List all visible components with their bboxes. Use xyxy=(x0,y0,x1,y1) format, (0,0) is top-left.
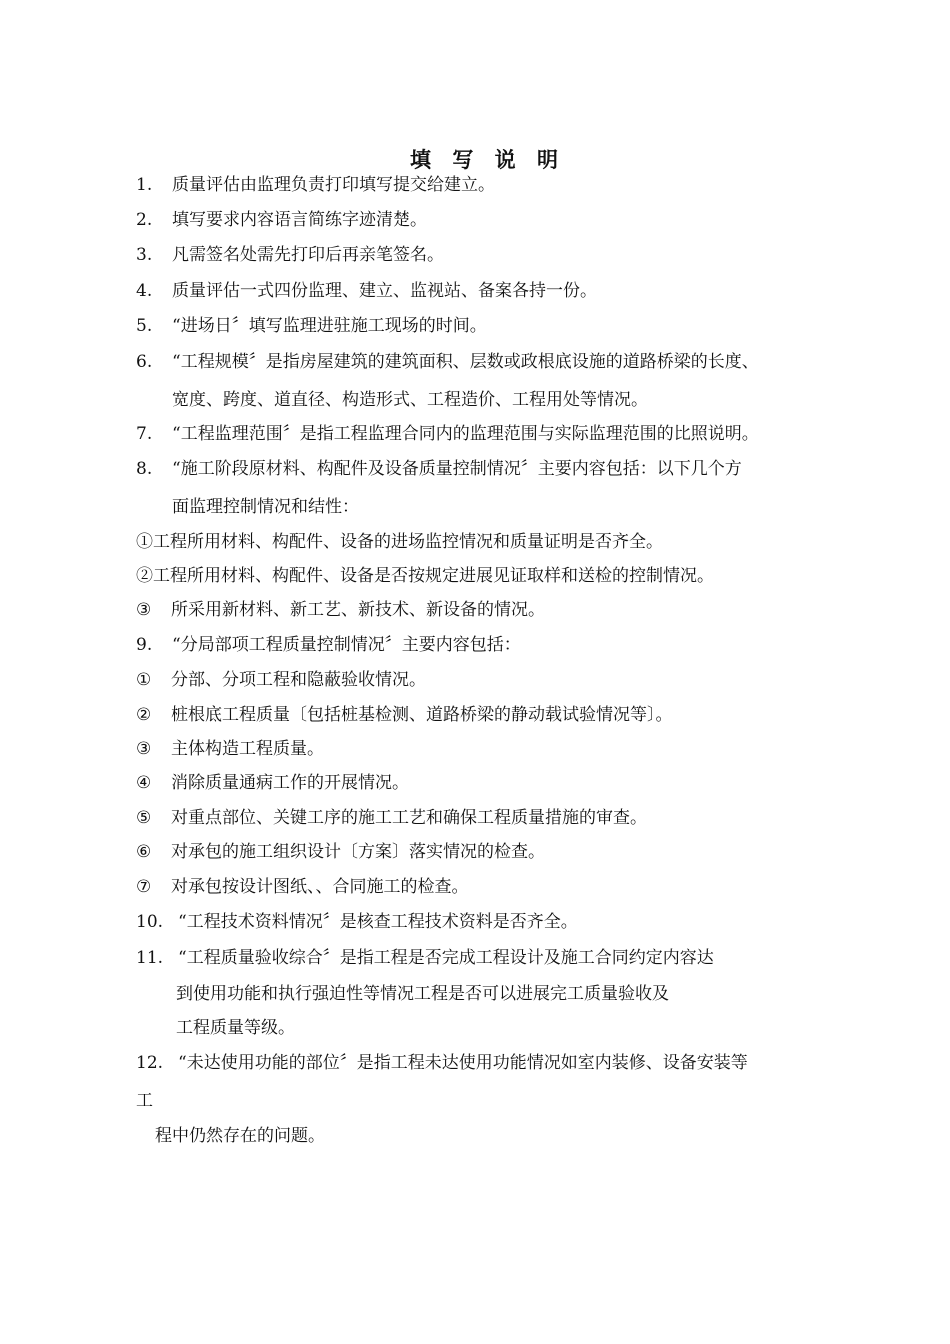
item-number: ⑤ xyxy=(136,808,152,828)
list-item-continuation: 宽度、跨度、道直径、构造形式、工程造价、工程用处等情况。 xyxy=(172,390,648,410)
list-item xyxy=(136,704,673,726)
item-text: 所采用新材料、新工艺、新技术、新设备的情况。 xyxy=(171,600,545,620)
item-number: ⑥ xyxy=(136,842,152,862)
list-item xyxy=(136,531,663,553)
list-item xyxy=(136,876,469,898)
item-number: ⑦ xyxy=(136,877,152,897)
item-number: 6. xyxy=(136,352,153,372)
list-item xyxy=(136,1052,748,1074)
list-item xyxy=(136,669,426,691)
list-item xyxy=(136,911,578,933)
item-text: 主体构造工程质量。 xyxy=(171,739,324,759)
list-item xyxy=(136,738,324,760)
item-number: ③ xyxy=(136,600,152,620)
item-number: 3. xyxy=(136,245,153,265)
item-text: “工程规模〞是指房屋建筑的建筑面积、层数或政根底设施的道路桥梁的长度、 xyxy=(172,352,759,372)
item-text: “工程质量验收综合〞是指工程是否完成工程设计及施工合同约定内容达 xyxy=(178,948,714,968)
item-text: “未达使用功能的部位〞是指工程未达使用功能情况如室内装修、设备安装等 xyxy=(178,1053,748,1073)
item-number: 11. xyxy=(136,948,164,968)
item-number: ③ xyxy=(136,739,152,759)
list-item xyxy=(136,315,487,337)
item-text: 对承包的施工组织设计〔方案〕落实情况的检查。 xyxy=(171,842,545,862)
item-text: 桩根底工程质量〔包括桩基检测、道路桥梁的静动载试验情况等〕。 xyxy=(171,705,673,725)
item-text: “施工阶段原材料、构配件及设备质量控制情况〞主要内容包括：以下几个方 xyxy=(172,459,742,479)
item-number: 12. xyxy=(136,1053,164,1073)
item-text: 凡需签名处需先打印后再亲笔签名。 xyxy=(172,245,444,265)
item-number: 7. xyxy=(136,424,153,444)
list-item xyxy=(136,947,714,969)
item-text: 填写要求内容语言简练字迹清楚。 xyxy=(172,210,427,230)
list-item xyxy=(136,634,521,656)
item-text: 对承包按设计图纸、、合同施工的检查。 xyxy=(171,877,469,897)
list-item-continuation: 工程质量等级。 xyxy=(176,1018,295,1038)
item-text: 分部、分项工程和隐蔽验收情况。 xyxy=(171,670,426,690)
item-text: “工程技术资料情况〞是核查工程技术资料是否齐全。 xyxy=(178,912,578,932)
item-number: ① xyxy=(136,670,152,690)
list-item xyxy=(136,458,742,480)
list-item-continuation: 工 xyxy=(136,1091,153,1111)
item-number: ② xyxy=(136,705,152,725)
item-number: 5. xyxy=(136,316,153,336)
item-number: ④ xyxy=(136,773,152,793)
item-text: 对重点部位、关键工序的施工工艺和确保工程质量措施的审查。 xyxy=(171,808,647,828)
item-number: 9. xyxy=(136,635,153,655)
list-item xyxy=(136,351,759,373)
list-item-continuation: 程中仍然存在的问题。 xyxy=(155,1126,325,1146)
item-text: “工程监理范围〞是指工程监理合同内的监理范围与实际监理范围的比照说明。 xyxy=(172,424,759,444)
list-item xyxy=(136,599,545,621)
item-number: 4. xyxy=(136,281,153,301)
list-item xyxy=(136,209,427,231)
list-item-continuation: 到使用功能和执行强迫性等情况工程是否可以进展完工质量验收及 xyxy=(176,984,669,1004)
list-item xyxy=(136,423,759,445)
list-item xyxy=(136,244,444,266)
item-text: 工程所用材料、构配件、设备是否按规定进展见证取样和送检的控制情况。 xyxy=(153,566,714,586)
item-text: “进场日〞填写监理进驻施工现场的时间。 xyxy=(172,316,487,336)
list-item xyxy=(136,772,409,794)
list-item xyxy=(136,807,647,829)
item-number: 8. xyxy=(136,459,153,479)
list-item-continuation: 面监理控制情况和结性： xyxy=(172,497,359,517)
list-item xyxy=(136,280,597,302)
list-item xyxy=(136,174,495,196)
item-number: ① xyxy=(136,532,153,552)
item-text: 工程所用材料、构配件、设备的进场监控情况和质量证明是否齐全。 xyxy=(153,532,663,552)
page-title: 填 写 说 明 xyxy=(410,147,565,172)
item-text: 质量评估一式四份监理、建立、监视站、备案各持一份。 xyxy=(172,281,597,301)
item-number: 1. xyxy=(136,175,153,195)
item-number: ② xyxy=(136,566,153,586)
list-item xyxy=(136,565,714,587)
item-number: 2. xyxy=(136,210,153,230)
item-number: 10. xyxy=(136,912,164,932)
item-text: “分局部项工程质量控制情况〞主要内容包括： xyxy=(172,635,521,655)
list-item xyxy=(136,841,545,863)
item-text: 质量评估由监理负责打印填写提交给建立。 xyxy=(172,175,495,195)
item-text: 消除质量通病工作的开展情况。 xyxy=(171,773,409,793)
